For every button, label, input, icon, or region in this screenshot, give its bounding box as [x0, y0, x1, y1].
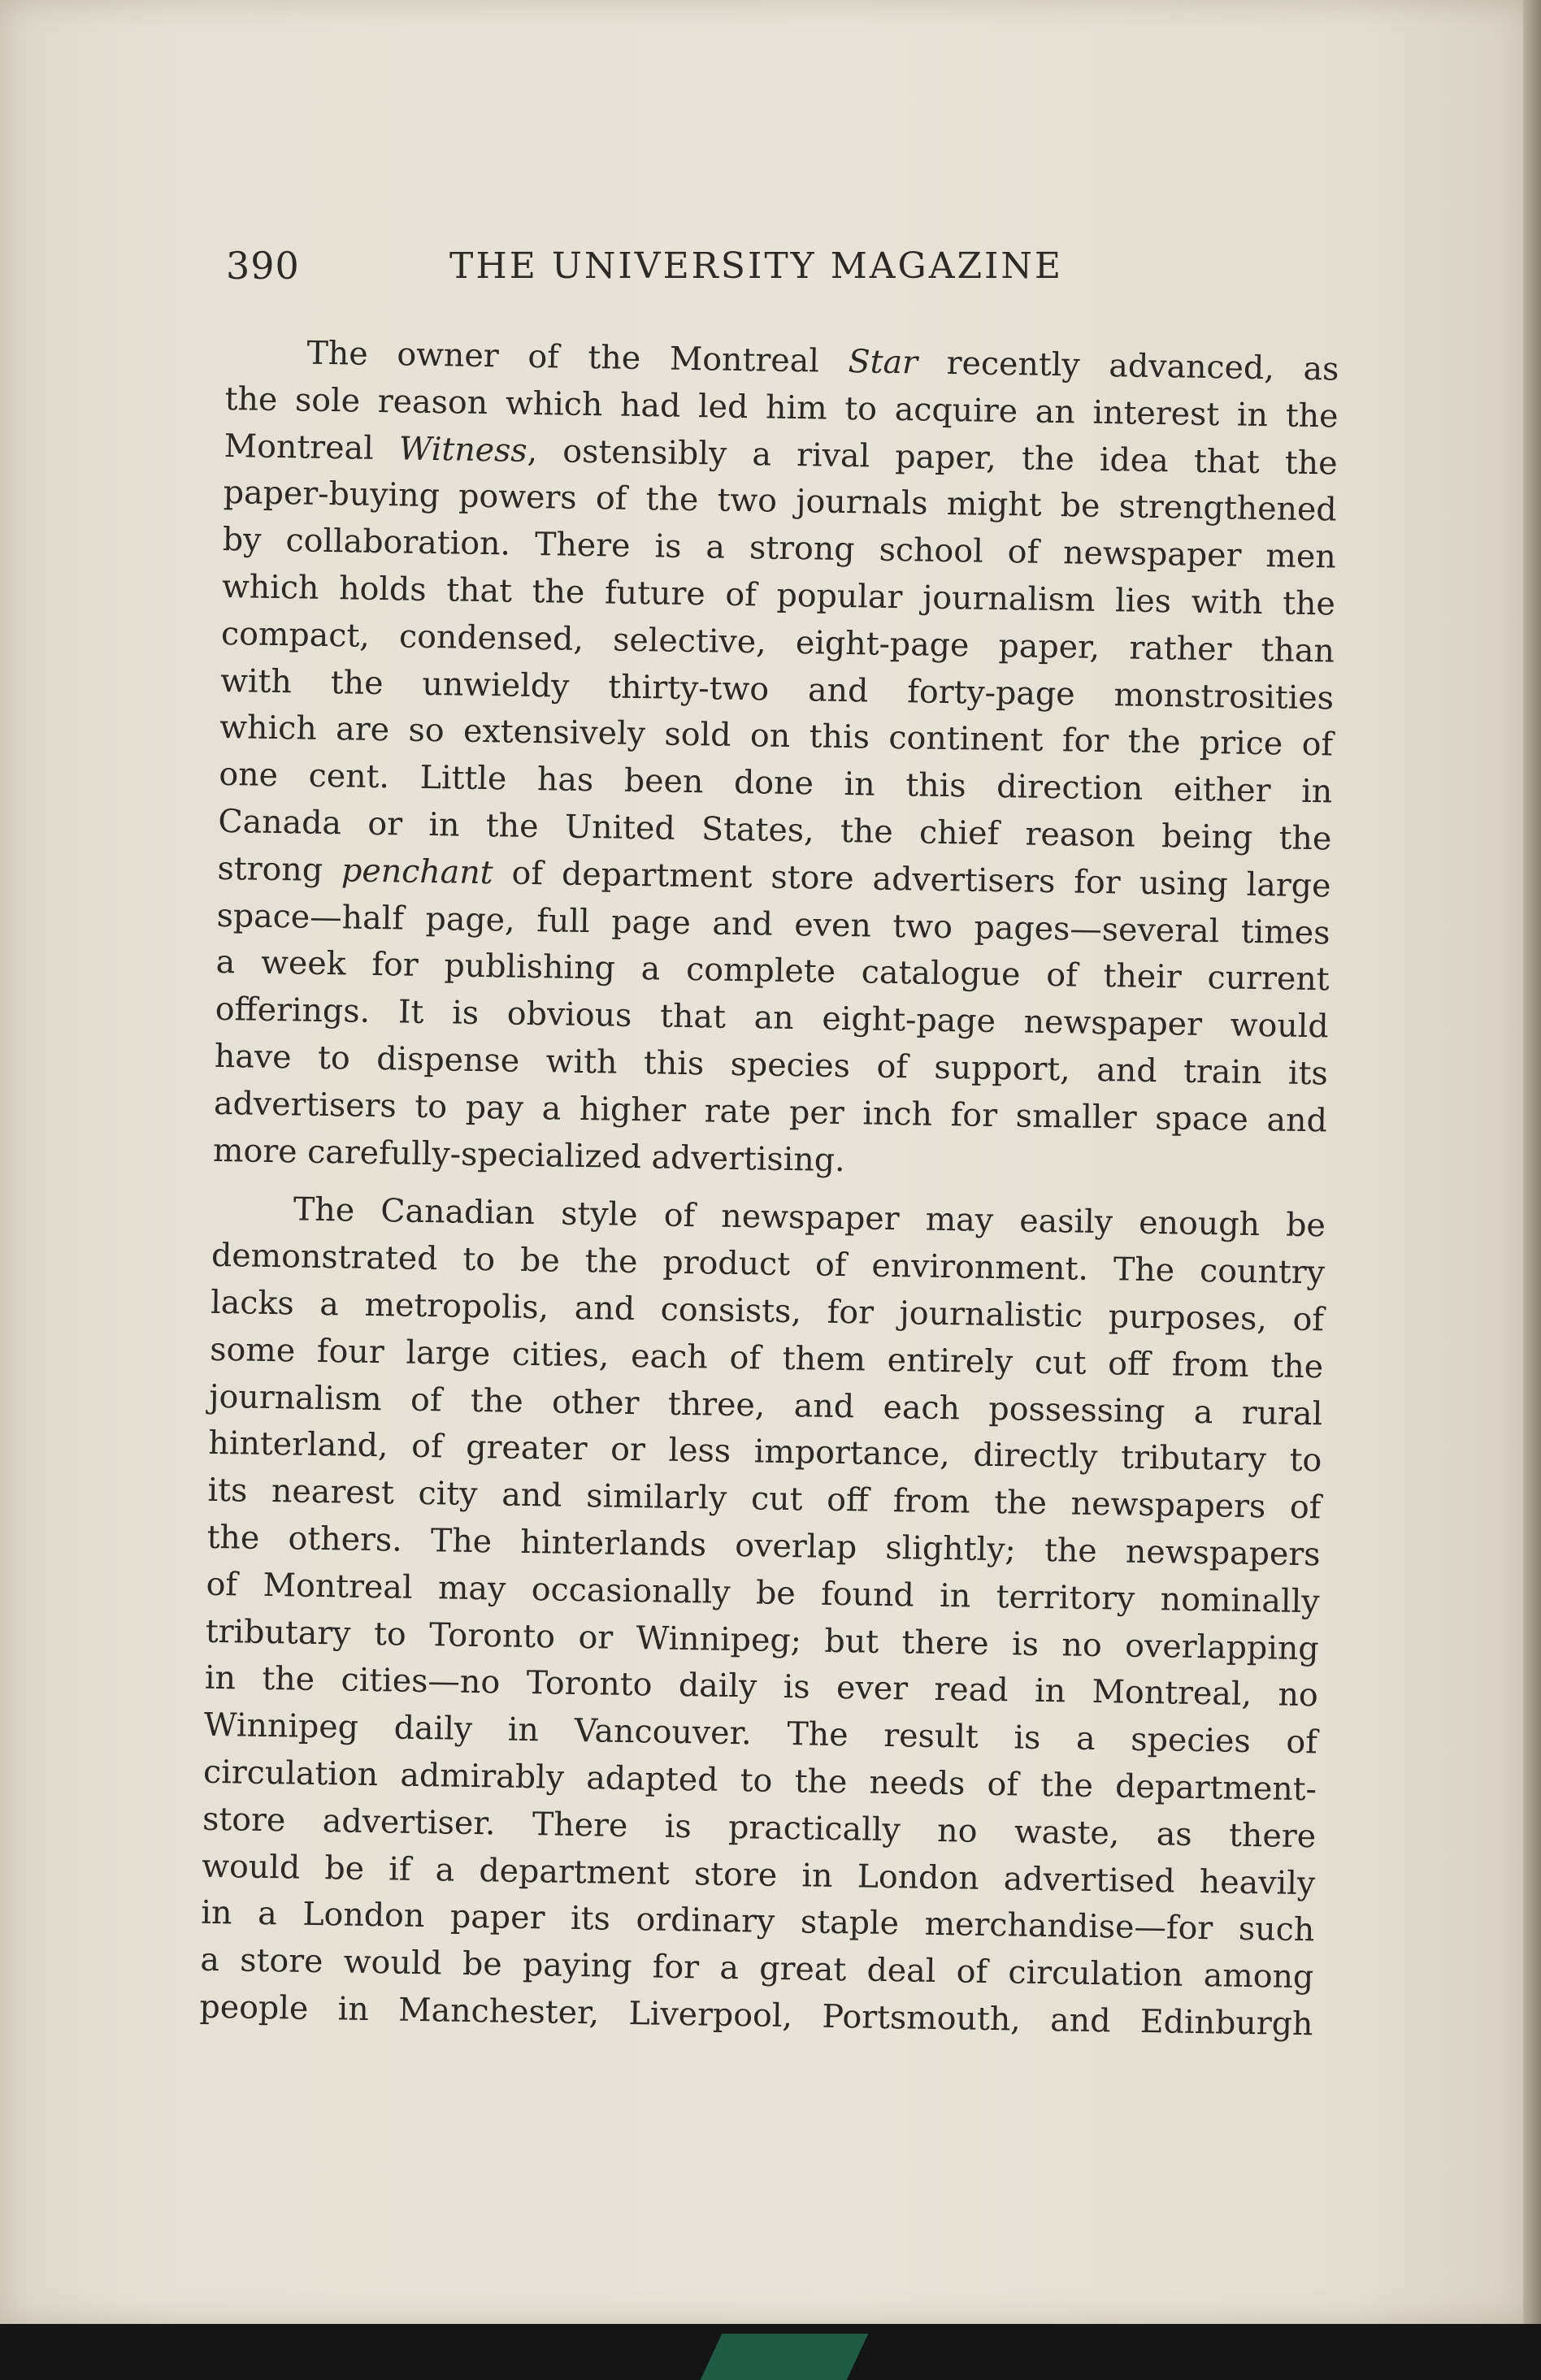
- text-segment: , ostensibly a rival paper, the idea that the: [527, 431, 1338, 483]
- text-segment: which holds that the future of popular journalism lies with the: [221, 567, 1336, 623]
- text-segment: compact, condensed, selective, eight-page paper, rather than: [220, 614, 1335, 670]
- text-segment: a store would be paying for a great deal of circulation among: [200, 1940, 1314, 1996]
- body-text: [199, 329, 1339, 2048]
- text-segment: one cent. Little has been done in this direction either in: [219, 756, 1333, 811]
- text-segment: have to dispense with this species of support, and train its: [214, 1037, 1329, 1093]
- text-segment: The owner of the Montreal: [306, 334, 849, 381]
- text-segment: by collaboration. There is a strong school of newspaper men: [222, 521, 1337, 576]
- text-segment: Montreal: [224, 427, 400, 467]
- text-segment: demonstrated to be the product of environment. The country: [211, 1237, 1326, 1292]
- page-number: 390: [226, 244, 300, 288]
- text-segment: in the cities—no Toronto daily is ever read in Montreal, no: [204, 1659, 1319, 1715]
- green-book-cover-corner: [701, 2334, 869, 2380]
- text-segment: hinterland, of greater or less importance, directly tributary to: [208, 1424, 1322, 1480]
- text-segment: in a London paper its ordinary staple merchandise—for such: [201, 1894, 1315, 1949]
- text-segment: would be if a department store in London advertised heavily: [201, 1847, 1316, 1902]
- text-segment: the sole reason which had led him to acquire an interest in the: [224, 379, 1339, 436]
- text-segment: lacks a metropolis, and consists, for journalistic purposes, of: [210, 1283, 1325, 1339]
- text-segment: paper-buying powers of the two journals might be strengthened: [223, 474, 1338, 529]
- text-segment: some four large cities, each of them entirely cut off from the: [209, 1330, 1324, 1386]
- text-segment: Canada or in the United States, the chief reason being the: [218, 802, 1332, 858]
- text-segment: advertisers to pay a higher rate per inch for smaller space and: [213, 1084, 1328, 1140]
- text-segment: recently advanced, as: [917, 344, 1339, 388]
- paragraph-1: [213, 329, 1339, 1192]
- text-segment: the others. The hinterlands overlap slightly; the newspapers: [206, 1518, 1321, 1574]
- text-segment: which are so extensively sold on this continent for the price of: [219, 709, 1334, 764]
- text-segment: of department store advertisers for using large: [493, 854, 1331, 905]
- text-segment: its nearest city and similarly cut off from the newspapers of: [207, 1471, 1322, 1527]
- text-segment: Winnipeg daily in Vancouver. The result is a species of: [203, 1706, 1318, 1762]
- running-title: THE UNIVERSITY MAGAZINE: [449, 245, 1064, 287]
- text-segment: tributary to Toronto or Winnipeg; but there is no overlapping: [205, 1612, 1320, 1667]
- text-segment: offerings. It is obvious that an eight-page newspaper would: [215, 991, 1330, 1046]
- text-segment: space—half page, full page and even two pages—several times: [216, 896, 1330, 952]
- text-segment: more carefully-specialized advertising.: [212, 1131, 846, 1179]
- text-segment: of Montreal may occasionally be found in territory nominally: [206, 1565, 1320, 1621]
- paragraph-2: [199, 1186, 1326, 2048]
- text-segment: journalism of the other three, and each possessing a rural: [209, 1377, 1323, 1433]
- page-header: [226, 244, 1364, 301]
- text-segment: a week for publishing a complete catalogue of their current: [215, 943, 1330, 999]
- text-segment: people in Manchester, Liverpool, Portsmouth, and Edinburgh: [199, 1988, 1313, 2044]
- italic-term: Witness: [398, 429, 528, 470]
- text-segment: circulation admirably adapted to the needs of the department-: [202, 1753, 1317, 1809]
- italic-term: Star: [848, 343, 918, 382]
- text-segment: store advertiser. There is practically no waste, as there: [202, 1800, 1317, 1855]
- text-segment: strong: [217, 849, 342, 890]
- italic-term: penchant: [341, 852, 493, 892]
- page-edge-shadow: [1523, 0, 1541, 2324]
- text-segment: with the unwieldy thirty-two and forty-page monstrosities: [219, 661, 1335, 717]
- text-segment: The Canadian style of newspaper may easily enough be: [293, 1190, 1326, 1245]
